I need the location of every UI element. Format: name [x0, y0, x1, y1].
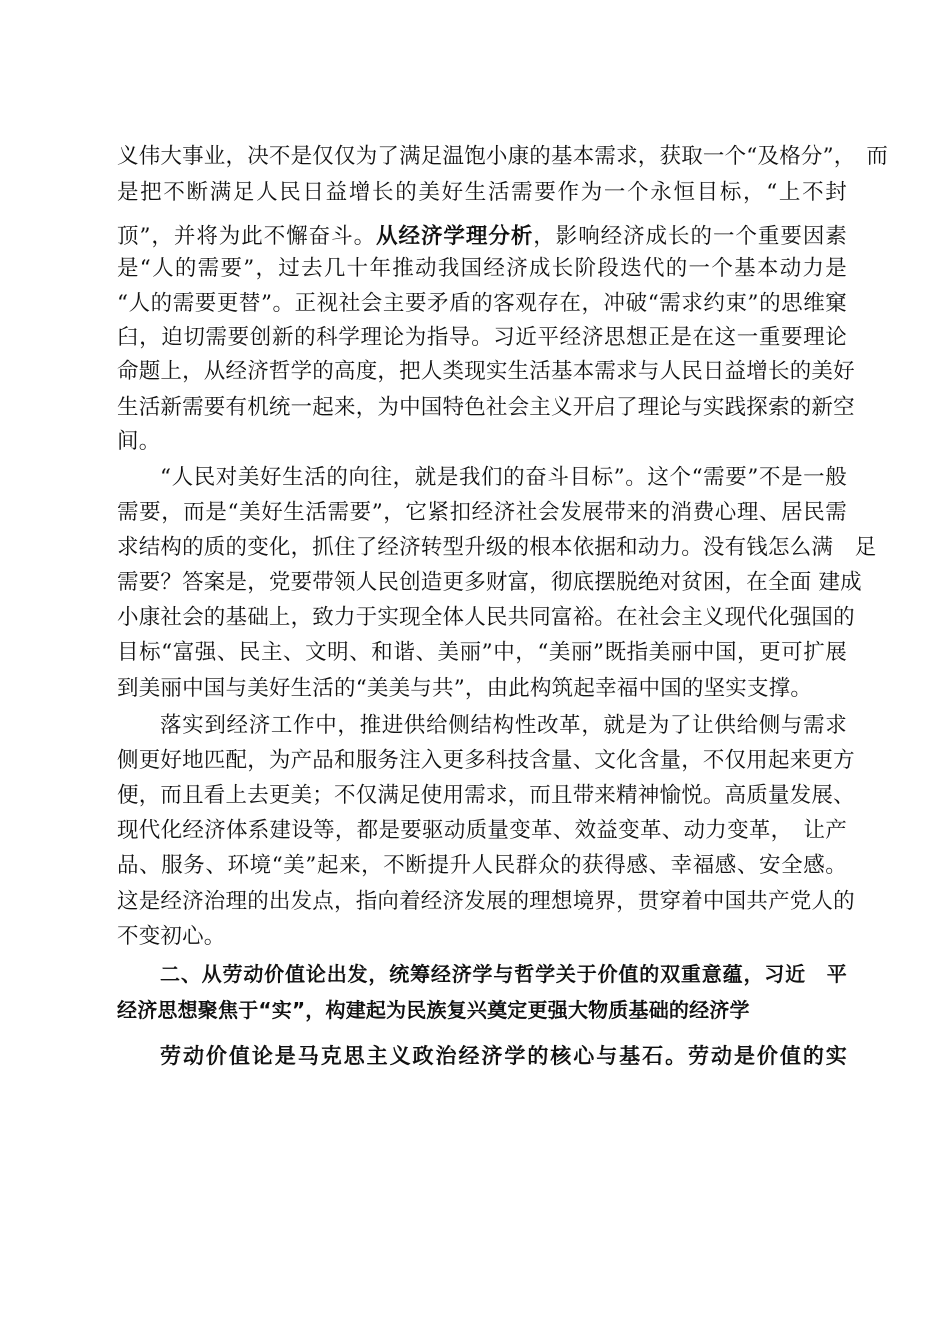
- text-line: 不变初心。: [117, 924, 226, 949]
- text-line: 品、服务、环境“美”起来，不断提升人民群众的获得感、幸福感、安全感。: [117, 853, 847, 878]
- section-heading-line: 二、从劳动价值论出发，统筹经济学与哲学关于价值的双重意蕴，习近 平: [160, 962, 847, 986]
- text-line: 需要？答案是，党要带领人民创造更多财富，彻底摆脱绝对贫困，在全面 建成: [117, 570, 862, 595]
- text-line: 义伟大事业，决不是仅仅为了满足温饱小康的基本需求，获取一个“及格分”， 而: [117, 144, 889, 169]
- section-heading-line: 经济思想聚焦于“实”，构建起为民族复兴奠定更强大物质基础的经济学: [117, 998, 750, 1022]
- text-segment: ，影响经济成长的一个重要因素: [533, 224, 847, 249]
- text-line: 需要，而是“美好生活需要”，它紧扣经济社会发展带来的消费心理、居民需: [117, 500, 847, 525]
- text-line: 是“人的需要”，过去几十年推动我国经济成长阶段迭代的一个基本动力是: [117, 256, 847, 281]
- bold-phrase: 从经济学理分析: [376, 224, 534, 249]
- text-line: 侧更好地匹配，为产品和服务注入更多科技含量、文化含量，不仅用起来更方: [117, 748, 855, 773]
- text-line: 臼，迫切需要创新的科学理论为指导。习近平经济思想正是在这一重要理论: [117, 325, 847, 350]
- text-line: 是把不断满足人民日益增长的美好生活需要作为一个永恒目标，“上不封: [117, 180, 847, 205]
- text-line: 便，而且看上去更美；不仅满足使用需求，而且带来精神愉悦。高质量发展、: [117, 783, 855, 808]
- text-line: 命题上，从经济哲学的高度，把人类现实生活基本需求与人民日益增长的美好: [117, 359, 855, 384]
- text-line: 生活新需要有机统一起来，为中国特色社会主义开启了理论与实践探索的新空: [117, 395, 855, 420]
- text-line: 小康社会的基础上，致力于实现全体人民共同富裕。在社会主义现代化强国的: [117, 605, 855, 630]
- text-line: 间。: [117, 429, 161, 454]
- text-line: 求结构的质的变化，抓住了经济转型升级的根本依据和动力。没有钱怎么满 足: [117, 535, 877, 560]
- bold-text-line: 劳动价值论是马克思主义政治经济学的核心与基石。劳动是价值的实: [160, 1044, 847, 1068]
- text-line: 目标“富强、民主、文明、和谐、美丽”中，“美丽”既指美丽中国，更可扩展: [117, 640, 847, 665]
- text-segment: 顶”，并将为此不懈奋斗。: [117, 224, 377, 249]
- text-line: 现代化经济体系建设等，都是要驱动质量变革、效益变革、动力变革， 让产: [117, 818, 847, 843]
- text-line: 这是经济治理的出发点，指向着经济发展的理想境界，贯穿着中国共产党人的: [117, 889, 855, 914]
- text-line: 落实到经济工作中，推进供给侧结构性改革，就是为了让供给侧与需求: [160, 713, 847, 738]
- text-line: “人的需要更替”。正视社会主要矛盾的客观存在，冲破“需求约束”的思维窠: [117, 291, 847, 316]
- text-line: “人民对美好生活的向往，就是我们的奋斗目标”。这个“需要”不是一般: [160, 465, 847, 490]
- text-line: [117, 221, 847, 253]
- text-line: 到美丽中国与美好生活的“美美与共”，由此构筑起幸福中国的坚实支撑。: [117, 676, 813, 701]
